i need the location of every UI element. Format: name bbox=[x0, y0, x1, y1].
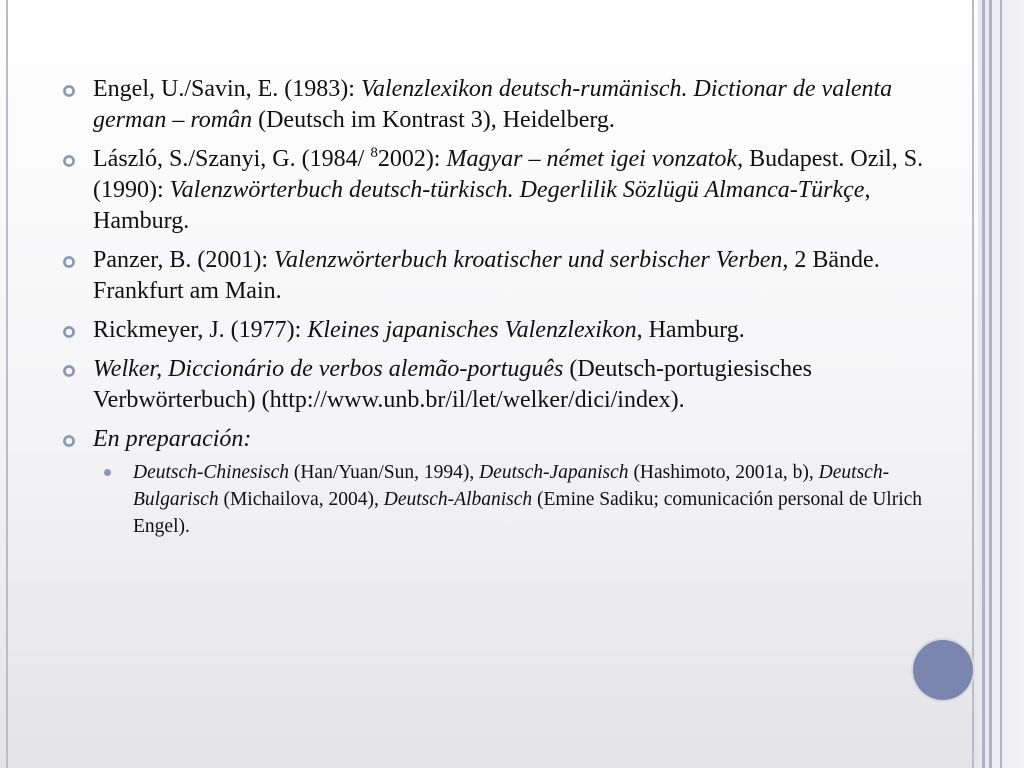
ring-bullet-icon bbox=[62, 84, 76, 98]
entry-text: Engel, U./Savin, E. (1983): Valenzlexikon deutsch-rumänisch. Dictionar de valenta german – român (Deutsch im Kontrast 3), Heidelberg. bbox=[93, 76, 893, 133]
left-frame-line bbox=[6, 0, 8, 768]
entry-text: En preparación: bbox=[93, 426, 252, 452]
ring-bullet-icon bbox=[62, 255, 76, 269]
sub-entry-text: Deutsch-Chinesisch (Han/Yuan/Sun, 1994), Deutsch-Japanisch (Hashimoto, 2001a, b), Deutsch-Bulgarisch (Michailova, 2004), Deutsch-Albanisch (Emine Sadiku; comunicación personal de Ulrich Engel). bbox=[133, 462, 923, 537]
list-item-welker bbox=[62, 354, 947, 416]
entry-text: László, S./Szanyi, G. (1984/ $^8$2002): Magyar – német igei vonzatok, Budapest. Ozil, S. (1990): Valenzwörterbuch deutsch-türkisch. Degerlilik Sözlügü Almanca-Türkçe, Hamburg. bbox=[93, 145, 924, 234]
right-decor-bar-2 bbox=[989, 0, 992, 768]
entry-text: Welker, Diccionário de verbos alemão-português (Deutsch-portugiesisches Verbwörterbuch) (http://www.unb.br/il/let/welker/dici/index). bbox=[93, 356, 812, 413]
list-item-engel bbox=[62, 74, 947, 136]
list-item-panzer bbox=[62, 245, 947, 307]
ring-bullet-icon bbox=[62, 154, 76, 168]
right-decor-bar-3 bbox=[1000, 0, 1002, 768]
slide-content bbox=[62, 74, 947, 548]
ring-bullet-icon bbox=[62, 364, 76, 378]
dot-bullet-icon bbox=[104, 469, 111, 476]
bibliography-list bbox=[62, 74, 947, 540]
list-item-rickmeyer bbox=[62, 315, 947, 346]
entry-text: Panzer, B. (2001): Valenzwörterbuch kroatischer und serbischer Verben, 2 Bände. Frankfurt am Main. bbox=[93, 247, 880, 304]
ring-bullet-icon bbox=[62, 434, 76, 448]
ring-bullet-icon bbox=[62, 325, 76, 339]
sub-list-item bbox=[93, 459, 947, 540]
entry-text: Rickmeyer, J. (1977): Kleines japanisches Valenzlexikon, Hamburg. bbox=[93, 317, 745, 343]
list-item-en-preparacion bbox=[62, 424, 947, 540]
right-decor-bar-1 bbox=[982, 0, 985, 768]
right-frame-line bbox=[972, 0, 974, 768]
sub-list bbox=[93, 459, 947, 540]
list-item-laszlo bbox=[62, 144, 947, 237]
decorative-circle bbox=[913, 640, 973, 700]
